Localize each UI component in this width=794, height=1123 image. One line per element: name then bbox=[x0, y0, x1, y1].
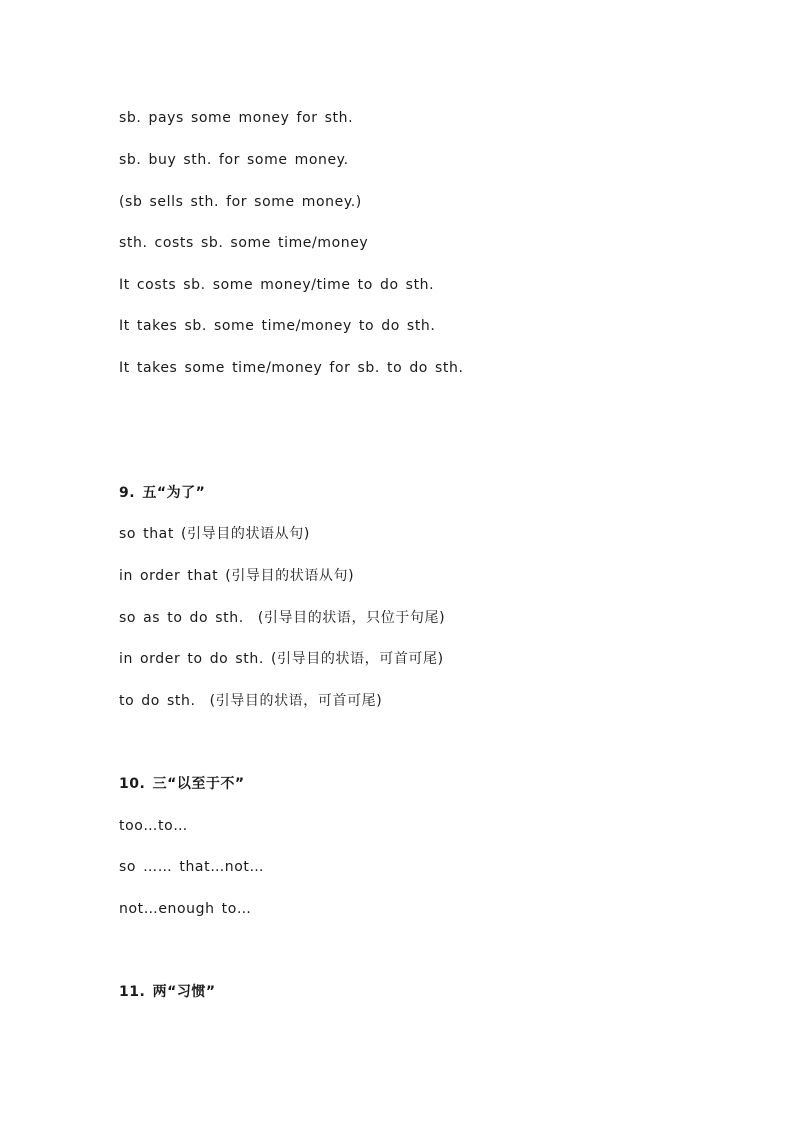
text-line: to do sth. (引导目的状语，可首可尾) bbox=[119, 693, 383, 709]
text-line: so …… that…not… bbox=[119, 859, 265, 875]
text-line: sb. pays some money for sth. bbox=[119, 110, 354, 126]
text-line: sb. buy sth. for some money. bbox=[119, 152, 349, 168]
text-line: It takes some time/money for sb. to do sth. bbox=[119, 360, 464, 376]
text-line: It costs sb. some money/time to do sth. bbox=[119, 277, 435, 293]
section-heading: 9. 五“为了” bbox=[119, 485, 206, 501]
text-line: not…enough to… bbox=[119, 901, 252, 917]
text-line: so as to do sth. (引导目的状语，只位于句尾) bbox=[119, 610, 446, 626]
text-line: in order to do sth. (引导目的状语，可首可尾) bbox=[119, 651, 444, 667]
text-line: It takes sb. some time/money to do sth. bbox=[119, 318, 436, 334]
section-heading: 11. 两“习惯” bbox=[119, 984, 216, 1000]
text-line: too…to… bbox=[119, 818, 188, 834]
text-line: in order that (引导目的状语从句) bbox=[119, 568, 355, 584]
section-heading: 10. 三“以至于不” bbox=[119, 776, 245, 792]
text-line: sth. costs sb. some time/money bbox=[119, 235, 369, 251]
text-line: (sb sells sth. for some money.) bbox=[119, 194, 362, 210]
text-line: so that (引导目的状语从句) bbox=[119, 526, 310, 542]
